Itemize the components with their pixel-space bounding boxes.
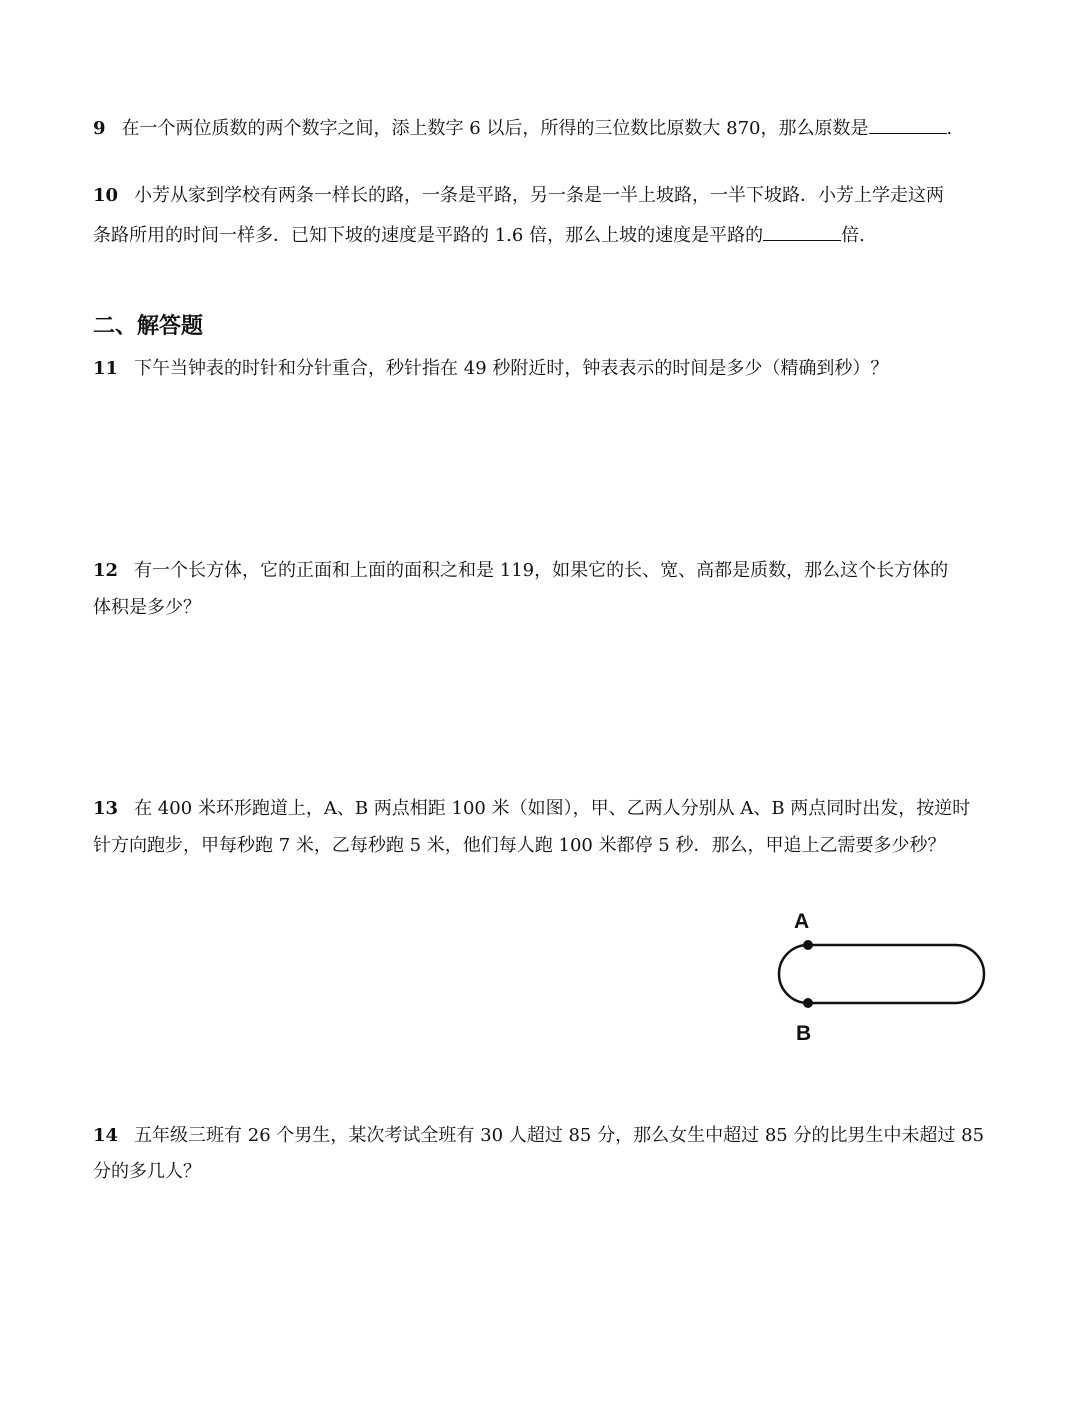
- question-9-line: [93, 115, 952, 141]
- answer-blank: [869, 115, 947, 134]
- question-number: 12: [93, 560, 119, 581]
- question-number: 11: [93, 358, 119, 379]
- point-b-marker: [803, 998, 813, 1008]
- question-number: 13: [93, 798, 119, 819]
- running-track-figure: [770, 903, 990, 1043]
- question-12-line-2: [93, 596, 201, 620]
- question-text: 小芳从家到学校有两条一样长的路，一条是平路，另一条是一半上坡路，一半下坡路．小芳上学走这两: [134, 185, 945, 206]
- question-text: 五年级三班有 26 个男生，某次考试全班有 30 人超过 85 分，那么女生中超过 85 分的比男生中未超过 85: [134, 1125, 985, 1146]
- question-13-line-2: [93, 834, 945, 858]
- question-end: .: [946, 118, 953, 139]
- question-text: 分的多几人？: [93, 1161, 201, 1182]
- question-text: 条路所用的时间一样多．已知下坡的速度是平路的 1.6 倍，那么上坡的速度是平路的: [93, 225, 764, 246]
- point-b-label: B: [796, 1022, 812, 1043]
- question-text: 在 400 米环形跑道上，A、B 两点相距 100 米（如图），甲、乙两人分别从 A、B 两点同时出发，按逆时: [134, 798, 971, 819]
- question-number: 9: [93, 118, 106, 139]
- question-end: 倍.: [841, 225, 865, 246]
- question-text: 有一个长方体，它的正面和上面的面积之和是 119，如果它的长、宽、高都是质数，那么这个长方体的: [134, 560, 949, 581]
- question-text: 下午当钟表的时针和分针重合，秒针指在 49 秒附近时，钟表表示的时间是多少（精确到秒）？: [134, 358, 889, 379]
- question-number: 14: [93, 1125, 119, 1146]
- point-a-label: A: [794, 910, 810, 933]
- question-11-line: [93, 357, 888, 381]
- question-12-line-1: [93, 559, 948, 583]
- running-track-outline: [779, 945, 984, 1003]
- point-a-marker: [803, 940, 813, 950]
- question-10-line-2: [93, 222, 865, 248]
- section-title: 二、解答题: [93, 314, 204, 339]
- question-14-line-1: [93, 1124, 984, 1148]
- question-text: 针方向跑步，甲每秒跑 7 米，乙每秒跑 5 米，他们每人跑 100 米都停 5 秒．那么，甲追上乙需要多少秒？: [93, 835, 946, 856]
- question-13-line-1: [93, 797, 970, 821]
- question-number: 10: [93, 185, 119, 206]
- answer-blank: [763, 222, 841, 241]
- question-text: 体积是多少？: [93, 597, 201, 618]
- question-14-line-2: [93, 1160, 201, 1184]
- question-10-line-1: [93, 184, 944, 208]
- question-text: 在一个两位质数的两个数字之间，添上数字 6 以后，所得的三位数比原数大 870，那么原数是: [121, 118, 869, 139]
